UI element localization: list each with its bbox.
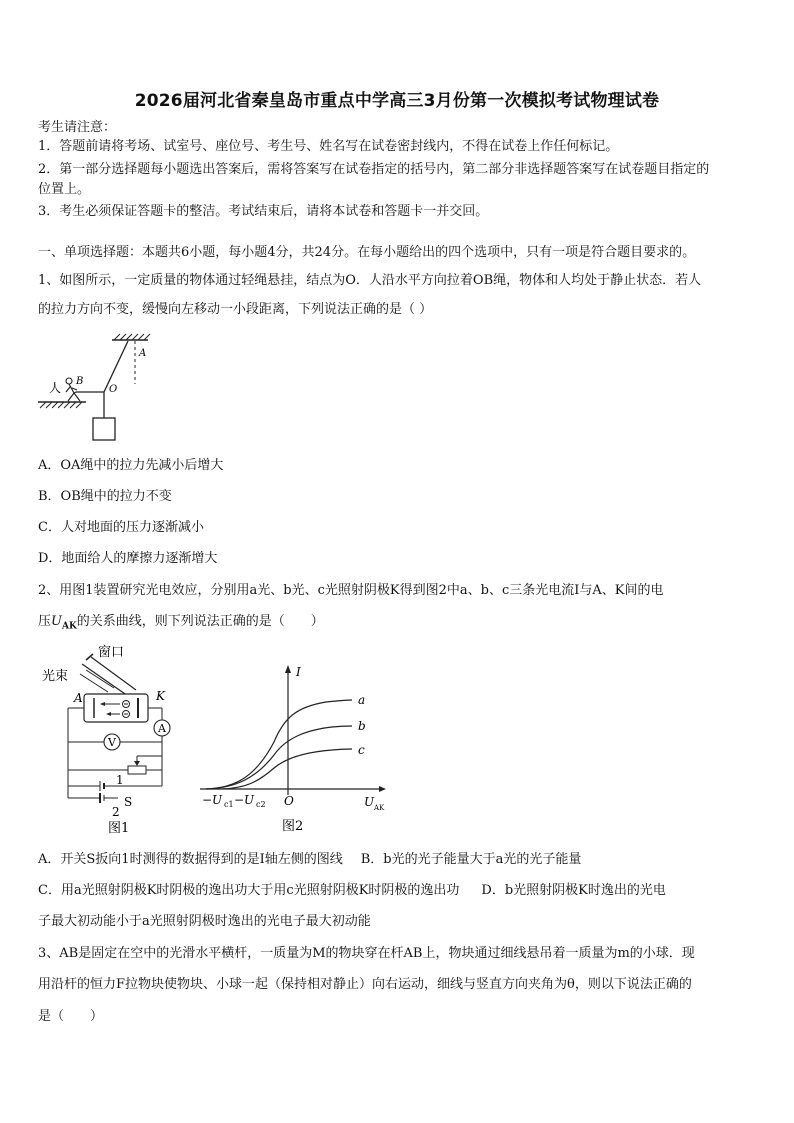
q2-fig2-uc1-sub: c1 xyxy=(224,800,234,809)
q2-stem-u: U xyxy=(51,614,62,629)
q1-label-B: B xyxy=(76,376,84,387)
q3-line3: 是（ ） xyxy=(38,1009,104,1024)
q2-option-c: C．用a光照射阴极K时阴极的逸出功大于用c光照射阴极K时阴极的逸出功 xyxy=(38,883,460,898)
q2-fig2-curve-a xyxy=(206,700,352,789)
q2-fig2-caption: 图2 xyxy=(282,819,304,834)
q2-fig2-origin: O xyxy=(284,794,294,808)
q1-figure xyxy=(36,332,156,444)
q1-label-person: 人 xyxy=(49,381,62,395)
q2-fig1-label-K: K xyxy=(156,689,165,703)
q2-fig2-curve-c xyxy=(222,749,352,789)
q1-option-d: D．地面给人的摩擦力逐渐增大 xyxy=(38,551,218,566)
q2-fig2-uc2-sub: c2 xyxy=(256,800,266,809)
q2-fig2-label-a: a xyxy=(358,693,366,707)
q2-fig2-axis-U-sub: AK xyxy=(374,804,385,812)
q1-stem-line1: 1、如图所示，一定质量的物体通过轻绳悬挂，结点为O．人沿水平方向拉着OB绳，物体和人均处于静止状态．若人 xyxy=(38,273,702,288)
q2-options-ab xyxy=(38,851,764,869)
q2-fig1-label-2: 2 xyxy=(112,805,120,819)
q2-figure-1 xyxy=(38,640,188,840)
q1-option-c: C．人对地面的压力逐渐减小 xyxy=(38,520,204,535)
page-title: 2026届河北省秦皇岛市重点中学高三3月份第一次模拟考试物理试卷 xyxy=(134,91,660,111)
q2-fig1-ammeter-label: A xyxy=(158,722,166,735)
notice-heading: 考生请注意： xyxy=(38,120,117,135)
q3-line2: 用沿杆的恒力F拉物块使物块、小球一起（保持相对静止）向右运动，细线与竖直方向夹角为θ，则以下说法正确的 xyxy=(38,977,692,992)
q2-fig1-beam-label: 光束 xyxy=(42,669,69,684)
q2-fig1-caption: 图1 xyxy=(108,821,130,836)
q2-option-a: A．开关S扳向1时测得的数据得到的是I轴左侧的图线 xyxy=(38,852,343,867)
q1-label-A: A xyxy=(139,348,147,359)
notice-item-2-cont: 位置上。 xyxy=(38,182,91,197)
q2-stem-line2 xyxy=(38,613,764,636)
q2-stem-sub: AK xyxy=(61,621,77,632)
q2-option-d: D．b光照射阴极K时逸出的光电 xyxy=(481,883,666,898)
q2-options-cd xyxy=(38,882,764,900)
q2-fig1-voltmeter-label: V xyxy=(108,736,116,749)
q3-line1: 3、AB是固定在空中的光滑水平横杆，一质量为M的物块穿在杆AB上，物块通过细线悬吊着一质量为m的小球．现 xyxy=(38,946,695,961)
q2-fig2-axis-U: U xyxy=(364,795,375,809)
q2-stem-line1: 2、用图1装置研究光电效应，分别用a光、b光、c光照射阴极K得到图2中a、b、c三条光电流I与A、K间的电 xyxy=(38,583,664,598)
q2-stem-pre: 压 xyxy=(38,614,52,629)
q1-stem-line2: 的拉力方向不变，缓慢向左移动一小段距离，下列说法正确的是（ ） xyxy=(38,302,433,317)
q2-fig2-uc1: −U xyxy=(202,793,223,807)
q2-fig2-label-b: b xyxy=(358,719,366,733)
q2-stem-post: 的关系曲线，则下列说法正确的是（ ） xyxy=(76,614,324,629)
q1-option-b: B．OB绳中的拉力不变 xyxy=(38,489,172,504)
notice-item-2: 2．第一部分选择题每小题选出答案后，需将答案写在试卷指定的括号内，第二部分非选择题答案写在试卷题目指定的 xyxy=(38,162,710,177)
q2-fig1-label-A: A xyxy=(74,691,83,705)
q1-option-a: A．OA绳中的拉力先减小后增大 xyxy=(38,458,224,473)
section-heading: 一、单项选择题：本题共6小题，每小题4分，共24分。在每小题给出的四个选项中，只有一项是符合题目要求的。 xyxy=(38,245,696,260)
q2-fig1-label-S: S xyxy=(124,795,133,809)
q2-fig2-uc2: −U xyxy=(234,793,255,807)
q2-fig2-label-c: c xyxy=(358,743,365,757)
q2-fig2-axis-I: I xyxy=(296,665,301,679)
q2-fig1-window-label: 窗口 xyxy=(98,645,125,660)
notice-item-3: 3．考生必须保证答题卡的整洁。考试结束后，请将本试卷和答题卡一并交回。 xyxy=(38,204,489,219)
q2-fig2-curve-b xyxy=(206,726,352,789)
q2-figure-2 xyxy=(196,660,396,840)
q1-label-O: O xyxy=(109,384,118,395)
notice-item-1: 1．答题前请将考场、试室号、座位号、考生号、姓名写在试卷密封线内，不得在试卷上作任何标记。 xyxy=(38,139,619,154)
q2-fig1-label-1: 1 xyxy=(116,773,124,787)
q2-option-b: B．b光的光子能量大于a光的光子能量 xyxy=(360,852,582,867)
q2-option-d-cont: 子最大初动能小于a光照射阴极时逸出的光电子最大初动能 xyxy=(38,914,371,929)
